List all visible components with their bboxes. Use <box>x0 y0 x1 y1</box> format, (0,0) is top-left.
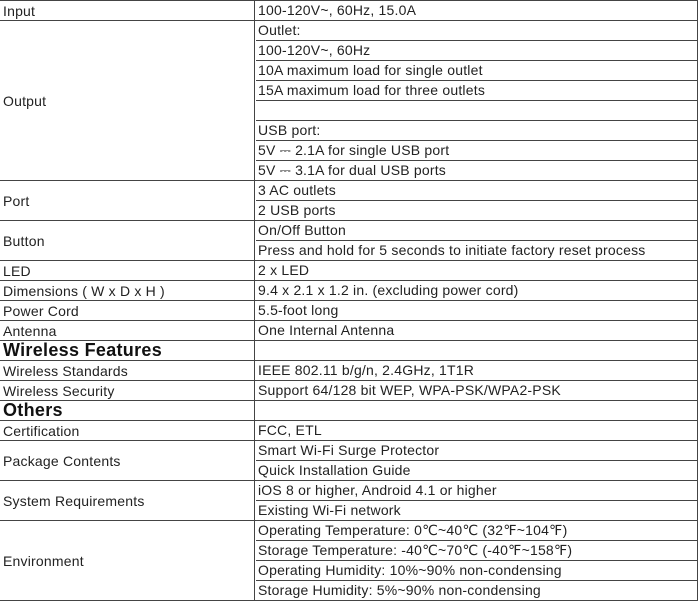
table-right-border <box>697 481 698 520</box>
spec-value: 9.4 x 2.1 x 1.2 in. (excluding power cord) <box>258 282 519 298</box>
spec-values <box>256 1 698 20</box>
spec-label: Wireless Security <box>0 381 255 400</box>
spec-values <box>256 441 698 480</box>
spec-value: FCC, ETL <box>258 422 322 438</box>
spec-value: 100-120V~, 60Hz <box>256 41 698 61</box>
spec-value: 100-120V~, 60Hz, 15.0A <box>258 2 417 18</box>
table-right-border <box>697 401 698 420</box>
spec-value: 10A maximum load for single outlet <box>256 61 698 81</box>
spec-row <box>0 341 698 361</box>
spec-values <box>256 341 698 360</box>
spec-value: iOS 8 or higher, Android 4.1 or higher <box>256 481 698 501</box>
spec-label: System Requirements <box>0 481 255 520</box>
spec-label: Antenna <box>0 321 255 340</box>
spec-row <box>0 261 698 281</box>
spec-values <box>256 281 698 300</box>
spec-row <box>0 301 698 321</box>
table-right-border <box>697 321 698 340</box>
spec-row <box>0 421 698 441</box>
spec-row <box>0 321 698 341</box>
spec-value: Press and hold for 5 seconds to initiate factory reset process <box>258 242 646 258</box>
spec-value: Smart Wi-Fi Surge Protector <box>256 441 698 461</box>
spec-value: Quick Installation Guide <box>258 462 411 478</box>
spec-label: Button <box>0 221 255 260</box>
spec-value <box>256 101 698 121</box>
spec-value: 5V ⎓ 3.1A for dual USB ports <box>258 162 446 178</box>
spec-row <box>0 381 698 401</box>
spec-values <box>256 21 698 180</box>
spec-values <box>256 321 698 340</box>
spec-row <box>0 281 698 301</box>
spec-label: Wireless Standards <box>0 361 255 380</box>
spec-label: Package Contents <box>0 441 255 480</box>
table-right-border <box>697 381 698 400</box>
spec-values <box>256 381 698 400</box>
table-right-border <box>697 281 698 300</box>
spec-value <box>256 401 698 421</box>
table-right-border <box>697 421 698 440</box>
spec-row <box>0 521 698 601</box>
spec-label: Environment <box>0 521 255 600</box>
table-right-border <box>697 301 698 320</box>
table-right-border <box>697 221 698 260</box>
spec-label: Port <box>0 181 255 220</box>
spec-value <box>256 341 698 361</box>
spec-values <box>256 221 698 260</box>
table-right-border <box>697 1 698 20</box>
spec-row <box>0 441 698 481</box>
spec-value: 15A maximum load for three outlets <box>256 81 698 101</box>
section-heading: Others <box>0 401 255 420</box>
spec-label: Input <box>0 1 255 20</box>
spec-values <box>256 401 698 420</box>
spec-label: Output <box>0 21 255 180</box>
spec-values <box>256 261 698 280</box>
spec-row <box>0 0 698 21</box>
spec-value: 5.5-foot long <box>258 302 339 318</box>
spec-label: Certification <box>0 421 255 440</box>
table-right-border <box>697 181 698 220</box>
spec-value: One Internal Antenna <box>258 322 395 338</box>
table-right-border <box>697 521 698 600</box>
spec-values <box>256 181 698 220</box>
spec-row <box>0 181 698 221</box>
spec-value: Support 64/128 bit WEP, WPA-PSK/WPA2-PSK <box>258 382 561 398</box>
spec-value: Existing Wi-Fi network <box>258 502 401 518</box>
spec-value: 2 USB ports <box>258 202 336 218</box>
section-heading: Wireless Features <box>0 341 255 360</box>
spec-values <box>256 361 698 380</box>
table-right-border <box>697 441 698 480</box>
spec-label: Power Cord <box>0 301 255 320</box>
spec-value: Storage Humidity: 5%~90% non-condensing <box>258 582 541 598</box>
spec-value: Outlet: <box>256 21 698 41</box>
spec-value: Operating Humidity: 10%~90% non-condensing <box>256 561 698 581</box>
spec-label: LED <box>0 261 255 280</box>
spec-row <box>0 401 698 421</box>
spec-values <box>256 421 698 440</box>
spec-value: Operating Temperature: 0℃~40℃ (32℉~104℉) <box>256 521 698 541</box>
spec-row <box>0 481 698 521</box>
table-right-border <box>697 361 698 380</box>
spec-value: On/Off Button <box>256 221 698 241</box>
table-right-border <box>697 21 698 180</box>
table-right-border <box>697 261 698 280</box>
spec-values <box>256 481 698 520</box>
spec-row <box>0 361 698 381</box>
spec-values <box>256 521 698 600</box>
spec-row <box>0 21 698 181</box>
spec-value: USB port: <box>256 121 698 141</box>
spec-value: IEEE 802.11 b/g/n, 2.4GHz, 1T1R <box>258 362 475 378</box>
table-right-border <box>697 341 698 360</box>
spec-value: 3 AC outlets <box>256 181 698 201</box>
spec-row <box>0 221 698 261</box>
spec-value: Storage Temperature: -40℃~70℃ (-40℉~158℉) <box>256 541 698 561</box>
spec-value: 2 x LED <box>258 262 310 278</box>
spec-label: Dimensions ( W x D x H ) <box>0 281 255 300</box>
spec-values <box>256 301 698 320</box>
spec-value: 5V ⎓ 2.1A for single USB port <box>256 141 698 161</box>
